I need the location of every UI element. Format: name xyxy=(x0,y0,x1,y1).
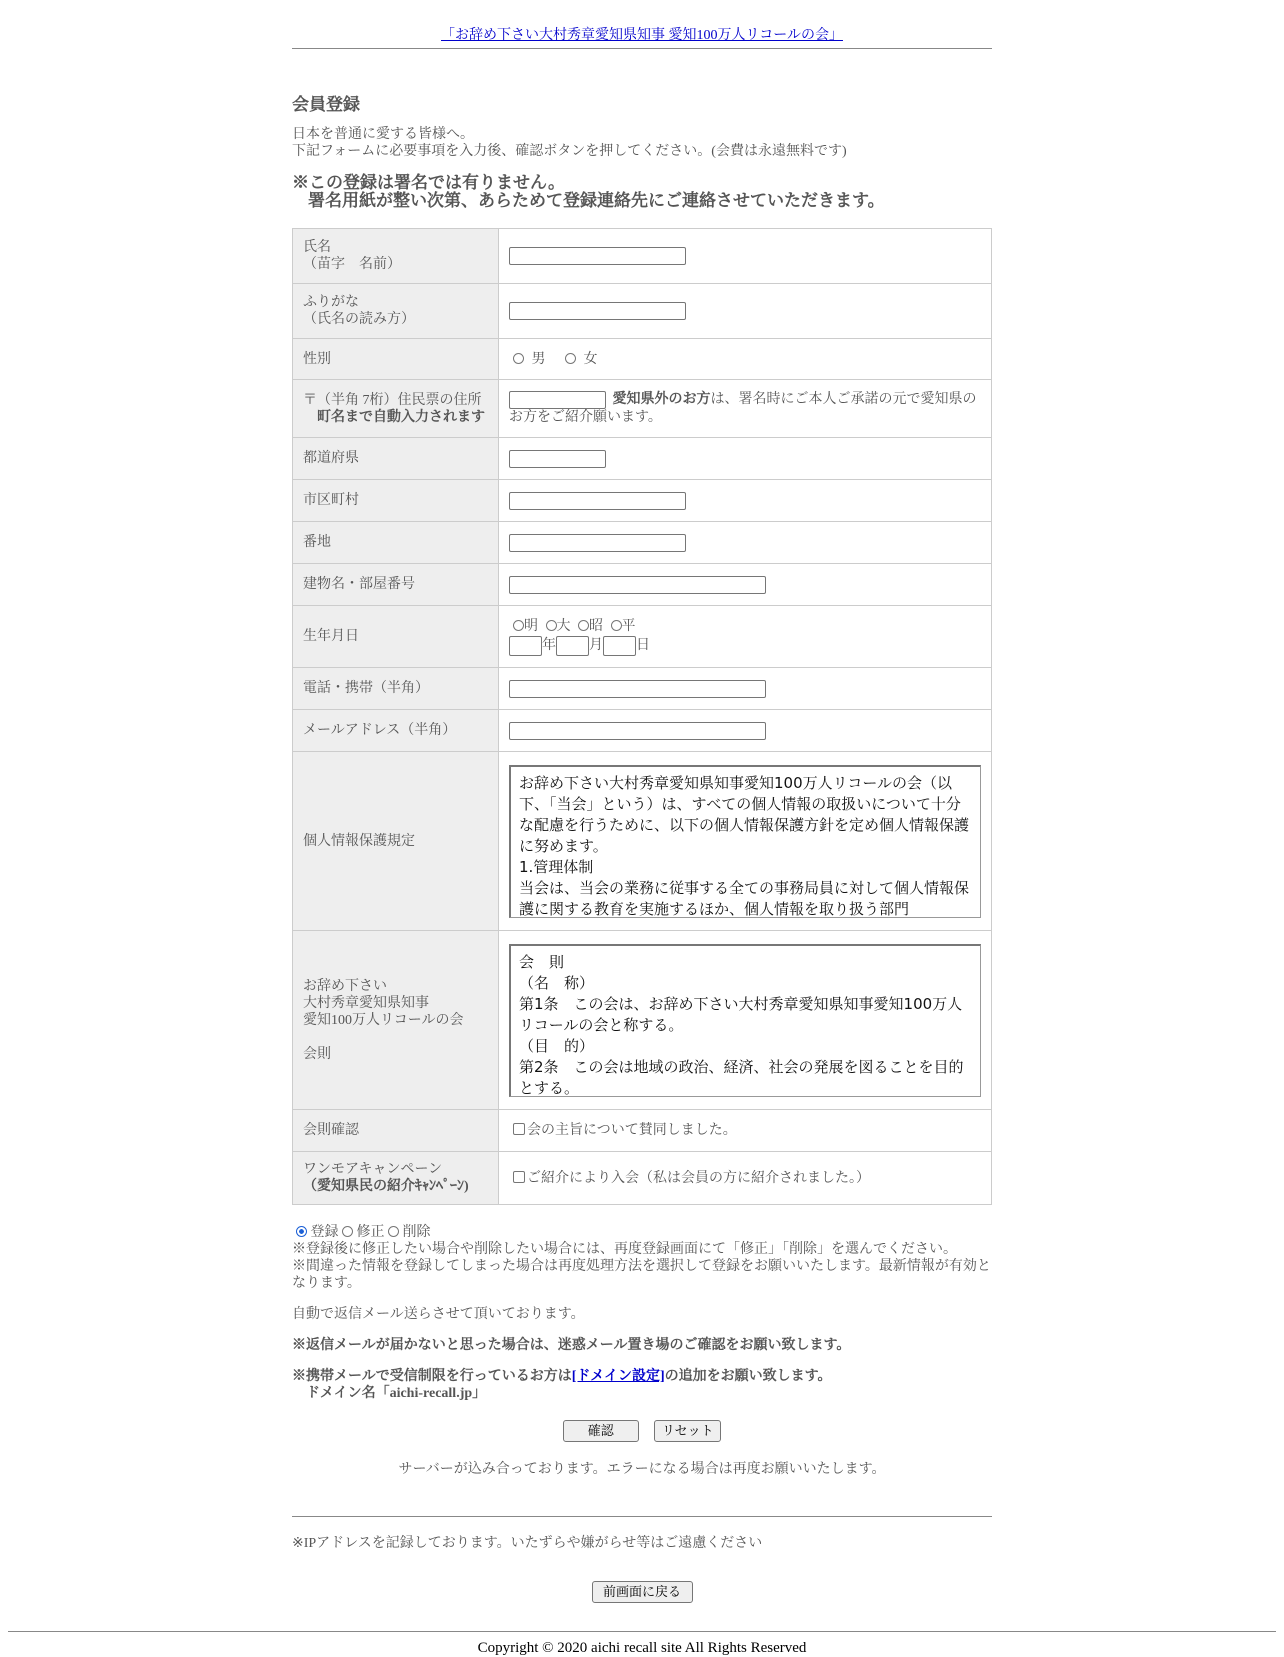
note-spam-folder: ※返信メールが届かないと思った場合は、迷惑メール置き場のご確認をお願い致します。 xyxy=(292,1338,851,1353)
gender-female-radio[interactable] xyxy=(565,353,576,364)
gender-label: 性別 xyxy=(293,339,499,380)
notice-line-2: 署名用紙が整い次第、あらためて登録連絡先にご連絡させていただきます。 xyxy=(308,191,885,210)
row-kana xyxy=(293,284,992,339)
prefecture-label: 都道府県 xyxy=(293,438,499,480)
privacy-policy-textarea[interactable]: お辞め下さい大村秀章愛知県知事愛知100万人リコールの会（以下、「当会」という）は、すべての個人情報の取扱いについて十分な配慮を行うために、以下の個人情報保護方針を定め個人情報保護に努めます。 1.管理体制 当会は、当会の業務に従事する全ての事務局員に対して個人情報保護に関する教育を実施するほか、個人情報を取り扱う部門 xyxy=(509,765,981,918)
row-rules xyxy=(293,931,992,1110)
campaign-label-main: ワンモアキャンペーン xyxy=(303,1162,443,1177)
back-button-wrap xyxy=(292,1581,992,1603)
kana-label xyxy=(293,284,499,339)
year-unit: 年 xyxy=(542,637,556,653)
email-input[interactable] xyxy=(509,722,766,740)
birth-year-input[interactable] xyxy=(509,636,542,656)
notice-line-1: ※この登録は署名では有りません。 xyxy=(292,173,566,192)
reset-button[interactable]: リセット xyxy=(654,1420,721,1442)
mode-delete-radio[interactable] xyxy=(388,1226,399,1237)
ip-logging-note: ※IPアドレスを記録しております。いたずらや嫌がらせ等はご遠慮ください xyxy=(292,1536,763,1551)
row-gender xyxy=(293,339,992,380)
note-reregister: ※間違った情報を登録してしまった場合は再度処理方法を選択して登録をお願いいたします。最新情報が有効となります。 xyxy=(292,1259,991,1291)
row-campaign xyxy=(293,1152,992,1205)
birth-era-group xyxy=(509,618,981,635)
server-busy-note: サーバーが込み合っております。エラーになる場合は再度お願いいたします。 xyxy=(398,1462,886,1477)
city-label: 市区町村 xyxy=(293,480,499,522)
rules-label-line-5: 会則 xyxy=(303,1046,331,1062)
row-phone xyxy=(293,668,992,710)
day-unit: 日 xyxy=(636,637,650,653)
referral-text: ご紹介により入会（私は会員の方に紹介されました。） xyxy=(527,1170,870,1186)
header-link-wrap xyxy=(292,24,992,44)
row-address xyxy=(293,522,992,564)
agree-checkbox[interactable] xyxy=(513,1123,525,1135)
building-label: 建物名・部屋番号 xyxy=(293,564,499,606)
kana-label-sub: （氏名の読み方） xyxy=(303,312,415,327)
row-privacy xyxy=(293,752,992,931)
form-buttons xyxy=(292,1420,992,1442)
phone-label: 電話・携帯（半角） xyxy=(293,668,499,710)
address-label: 番地 xyxy=(293,522,499,564)
gender-male-label: 男 xyxy=(531,351,546,367)
name-input[interactable] xyxy=(509,247,686,265)
privacy-label: 個人情報保護規定 xyxy=(293,752,499,931)
referral-checkbox[interactable] xyxy=(513,1171,525,1183)
agree-label: 会則確認 xyxy=(293,1110,499,1152)
phone-input[interactable] xyxy=(509,680,766,698)
era-meiji-label: 明 xyxy=(524,618,538,634)
city-input[interactable] xyxy=(509,492,686,510)
note-mobile-post: の追加をお願い致します。 xyxy=(664,1369,832,1384)
prefecture-input[interactable] xyxy=(509,450,606,468)
agree-text: 会の主旨について賛同しました。 xyxy=(527,1123,737,1138)
building-input[interactable] xyxy=(509,576,766,594)
zip-label-main: 〒（半角 7桁）住民票の住所 xyxy=(303,392,482,408)
row-name xyxy=(293,229,992,284)
note-mobile-domain xyxy=(292,1368,992,1385)
era-heisei-label: 平 xyxy=(621,618,636,634)
campaign-label xyxy=(293,1152,499,1205)
rules-label xyxy=(293,931,499,1110)
copyright: Copyright © 2020 aichi recall site All Rights Reserved xyxy=(477,1640,807,1656)
note-auto-reply: 自動で返信メール送らさせて頂いております。 xyxy=(292,1307,585,1322)
page-title: 会員登録 xyxy=(292,95,360,114)
name-label-sub: （苗字 名前） xyxy=(303,257,401,272)
zip-outside-note: は、署名時にご本人ご承諾の元で愛知県のお方をご紹介願います。 xyxy=(509,392,977,425)
zip-outside-bold: 愛知県外のお方 xyxy=(612,392,711,408)
rules-label-line-1: お辞め下さい xyxy=(303,978,387,994)
kana-input[interactable] xyxy=(509,302,686,320)
intro-line-1: 日本を普通に愛する皆様へ。 xyxy=(292,127,474,142)
birth-month-input[interactable] xyxy=(556,636,589,656)
footer-divider xyxy=(292,1516,992,1517)
birth-day-input[interactable] xyxy=(603,636,636,656)
site-home-link[interactable]: 「お辞め下さい大村秀章愛知県知事 愛知100万人リコールの会」 xyxy=(441,28,843,43)
mode-register-radio[interactable] xyxy=(296,1226,307,1237)
mode-edit-radio[interactable] xyxy=(342,1226,353,1237)
zip-input[interactable] xyxy=(509,391,606,409)
era-taisho-label: 大 xyxy=(556,618,571,634)
era-meiji-radio[interactable] xyxy=(513,620,524,631)
registration-form xyxy=(292,228,992,1205)
address-input[interactable] xyxy=(509,534,686,552)
note-edit-delete: ※登録後に修正したい場合や削除したい場合には、再度登録画面にて「修正」「削除」を選んでください。 xyxy=(292,1242,957,1257)
mode-edit-label: 修正 xyxy=(356,1225,385,1240)
bylaws-textarea[interactable]: 会 則 （名 称） 第1条 この会は、お辞め下さい大村秀章愛知県知事愛知100万人リコールの会と称する。 （目 的） 第2条 この会は地域の政治、経済、社会の発展を図ることを目的とする。 xyxy=(509,944,981,1097)
row-birth xyxy=(293,606,992,668)
domain-setting-link[interactable]: [ドメイン設定] xyxy=(571,1369,665,1384)
page-bottom-divider xyxy=(8,1631,1276,1632)
rules-label-spacer xyxy=(303,1029,488,1046)
era-heisei-radio[interactable] xyxy=(611,620,622,631)
row-agree xyxy=(293,1110,992,1152)
name-label xyxy=(293,229,499,284)
row-building xyxy=(293,564,992,606)
row-email xyxy=(293,710,992,752)
rules-label-line-2: 大村秀章愛知県知事 xyxy=(303,995,429,1011)
mode-radio-group xyxy=(296,1224,992,1241)
post-form-section xyxy=(292,1224,992,1402)
mode-delete-label: 削除 xyxy=(402,1225,431,1240)
intro-text xyxy=(292,126,847,160)
rules-label-line-3: 愛知100万人リコールの会 xyxy=(303,1012,464,1028)
birth-label: 生年月日 xyxy=(293,606,499,668)
gender-female-label: 女 xyxy=(583,351,598,367)
zip-label xyxy=(293,380,499,438)
campaign-label-sub: （愛知県民の紹介ｷｬﾝﾍﾟｰﾝ) xyxy=(303,1179,469,1194)
intro-line-2: 下記フォームに必要事項を入力後、確認ボタンを押してください。(会費は永遠無料です) xyxy=(292,144,847,159)
row-city xyxy=(293,480,992,522)
name-label-main: 氏名 xyxy=(303,240,331,255)
era-showa-radio[interactable] xyxy=(578,620,589,631)
birth-date-group xyxy=(509,636,981,656)
email-label: メールアドレス（半角） xyxy=(293,710,499,752)
zip-autofill-note: 町名まで自動入力されます xyxy=(317,409,485,425)
era-taisho-radio[interactable] xyxy=(546,620,557,631)
mode-register-label: 登録 xyxy=(310,1225,339,1240)
month-unit: 月 xyxy=(589,637,603,653)
note-mobile-pre: ※携帯メールで受信制限を行っているお方は xyxy=(292,1369,572,1384)
back-button[interactable]: 前画面に戻る xyxy=(592,1581,693,1603)
era-showa-label: 昭 xyxy=(589,618,603,634)
signature-notice xyxy=(292,174,885,210)
row-prefecture xyxy=(293,438,992,480)
row-zip xyxy=(293,380,992,438)
kana-label-main: ふりがな xyxy=(303,295,359,310)
confirm-button[interactable]: 確認 xyxy=(563,1420,639,1442)
gender-male-radio[interactable] xyxy=(513,353,524,364)
note-domain-name: ドメイン名「aichi-recall.jp」 xyxy=(306,1386,487,1401)
header-divider xyxy=(292,48,992,49)
